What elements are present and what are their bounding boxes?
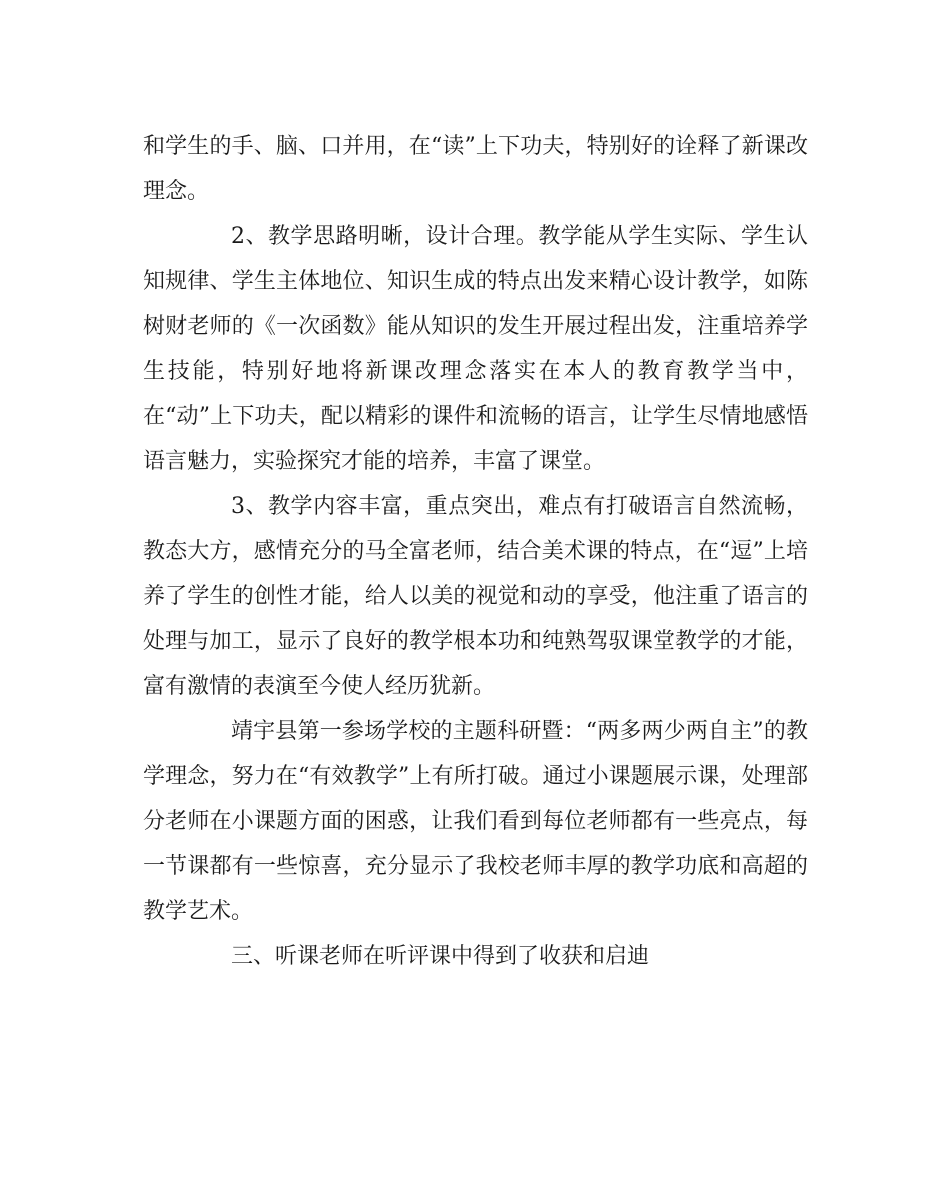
paragraph-continuation: 和学生的手、脑、口并用，在“读”上下功夫，特别好的诠释了新课改理念。 [143, 134, 808, 204]
paragraph-teaching-content: 3、教学内容丰富，重点突出，难点有打破语言自然流畅，教态大方，感情充分的马全富老师，结合美术课的特点，在“逗”上培养了学生的创性才能，给人以美的视觉和动的享受，他注重了语言的处理与加工，显示了良好的教学根本功和纯熟驾驭课堂教学的才能，富有激情的表演至今使人经历犹新。 [143, 494, 808, 699]
paragraph-school-research: 靖宇县第一参场学校的主题科研暨：“两多两少两自主”的教学理念，努力在“有效教学”上有所打破。通过小课题展示课，处理部分老师在小课题方面的困惑，让我们看到每位老师都有一些亮点，每一节课都有一些惊喜，充分显示了我校老师丰厚的教学功底和高超的教学艺术。 [143, 719, 808, 924]
document-body [143, 124, 808, 979]
paragraph-teaching-design: 2、教学思路明晰，设计合理。教学能从学生实际、学生认知规律、学生主体地位、知识生成的特点出发来精心设计教学，如陈树财老师的《一次函数》能从知识的发生开展过程出发，注重培养学生技能，特别好地将新课改理念落实在本人的教育教学当中，在“动”上下功夫，配以精彩的课件和流畅的语言，让学生尽情地感悟语言魅力，实验探究才能的培养，丰富了课堂。 [143, 224, 808, 474]
section-heading-3: 三、听课老师在听评课中得到了收获和启迪 [231, 944, 650, 969]
